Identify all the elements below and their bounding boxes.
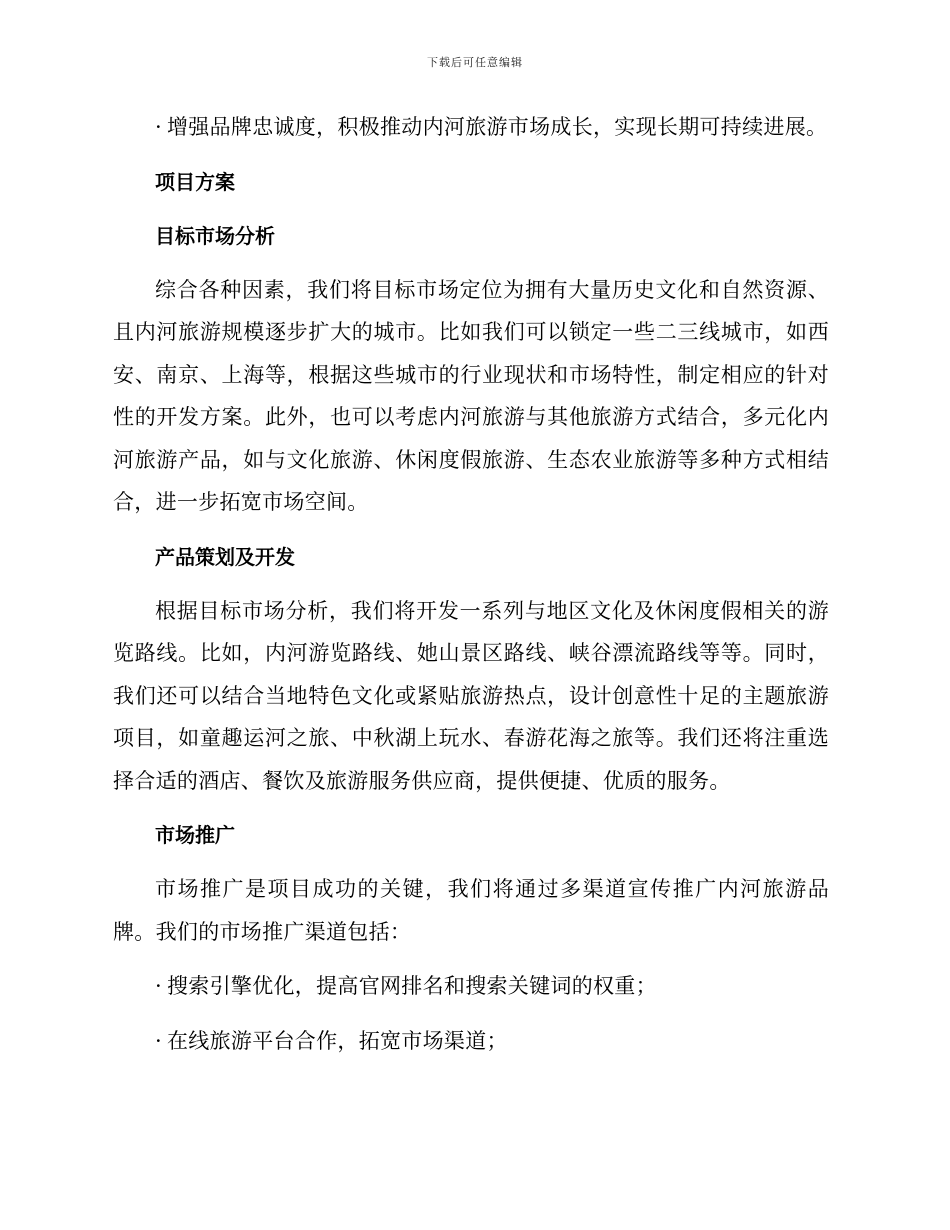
intro-bullet-text: 增强品牌忠诚度，积极推动内河旅游市场成长，实现长期可持续进展。: [167, 115, 828, 139]
bullet-dot: ·: [155, 1028, 162, 1053]
promotion-bullet-text: 在线旅游平台合作，拓宽市场渠道；: [167, 1028, 508, 1053]
promotion-bullet-text: 搜索引擎优化，提高官网排名和搜索关键词的权重；: [167, 974, 657, 998]
intro-bullet: [113, 106, 829, 149]
product-planning-heading: 产品策划及开发: [155, 544, 295, 569]
promotion-paragraph: 市场推广是项目成功的关键，我们将通过多渠道宣传推广内河旅游品牌。我们的市场推广渠道包括：: [113, 877, 829, 944]
document-body: [113, 106, 829, 1074]
bullet-dot: ·: [155, 115, 162, 139]
header-note: 下载后可任意编辑: [427, 56, 523, 69]
promotion-heading: 市场推广: [155, 823, 235, 847]
market-analysis-heading: 目标市场分析: [155, 223, 275, 248]
promotion-bullet: [113, 1020, 829, 1063]
bullet-dot: ·: [155, 974, 162, 998]
product-planning-paragraph: 根据目标市场分析，我们将开发一系列与地区文化及休闲度假相关的游览路线。比如，内河游览路线、她山景区路线、峡谷漂流路线等等。同时，我们还可以结合当地特色文化或紧贴旅游热点，设计创意性十足的主题旅游项目，如童趣运河之旅、中秋湖上玩水、春游花海之旅等。我们还将注重选择合适的酒店、餐饮及旅游服务供应商，提供便捷、优质的服务。: [113, 598, 829, 793]
section-title: 项目方案: [155, 169, 235, 194]
market-analysis-paragraph: 综合各种因素，我们将目标市场定位为拥有大量历史文化和自然资源、且内河旅游规模逐步扩大的城市。比如我们可以锁定一些二三线城市，如西安、南京、上海等，根据这些城市的行业现状和市场特性，制定相应的针对性的开发方案。此外，也可以考虑内河旅游与其他旅游方式结合，多元化内河旅游产品，如与文化旅游、休闲度假旅游、生态农业旅游等多种方式相结合，进一步拓宽市场空间。: [113, 277, 829, 514]
promotion-bullet: [113, 965, 829, 1008]
